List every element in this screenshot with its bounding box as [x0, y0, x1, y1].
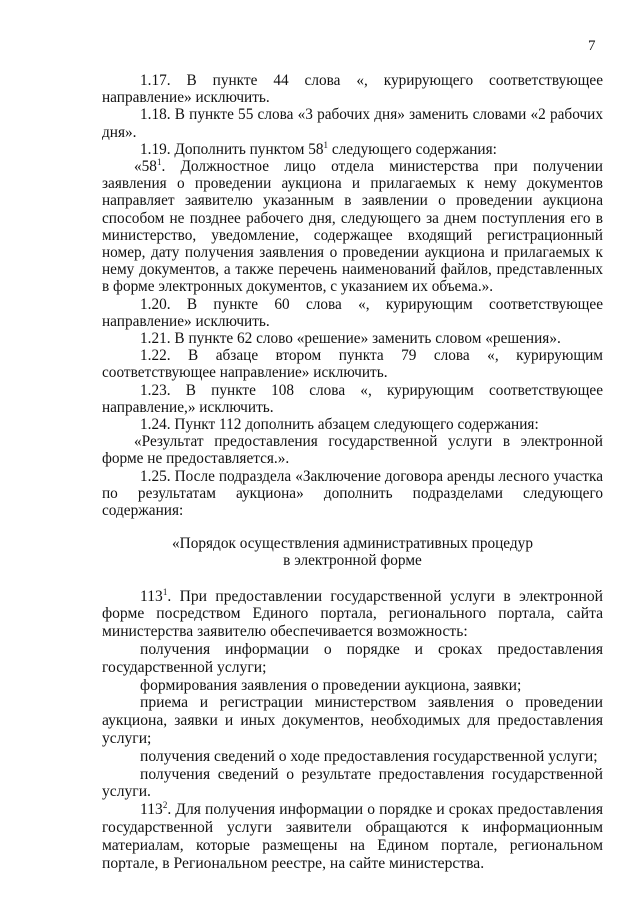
page-number: 7 [588, 38, 596, 54]
section-heading-line-2: в электронной форме [283, 552, 422, 570]
list-item-result: получения сведений о результате предоставления государственной услуги. [102, 765, 603, 801]
paragraph-1-25: 1.25. После подраздела «Заключение договора аренды лесного участка по результатам аукциона» дополнить подразделами следующего содержания: [102, 467, 603, 520]
list-item-form: формирования заявления о проведении аукциона, заявки; [140, 676, 522, 694]
paragraph-1-19: 1.19. Дополнить пунктом $58^1$ следующего содержания: [140, 139, 497, 158]
paragraph-result-quote: «Результат предоставления государственной услуги в электронной форме не предоставляется.». [102, 433, 603, 468]
paragraph-58-1-quote: «$58^1$. Должностное лицо отдела министерства при получении заявления о проведении аукциона и прилагаемых к нему документов направляет заявителю указанным в заявлении о проведении аукциона способом не позднее рабочего дня, следующего за днем поступления его в министерство, уведомление, содержащее входящий регистрационный номер, дату получения заявления о проведении аукциона и прилагаемых к нему документов, а также перечень наименований файлов, представленных в форме электронных документов, с указанием их объема.». [102, 156, 603, 296]
paragraph-1-22: 1.22. В абзаце втором пункта 79 слова «, курирующим соответствующее направление» исключить. [102, 347, 603, 382]
document-body [102, 72, 603, 872]
list-item-registration: приема и регистрации министерством заявления о проведении аукциона, заявки и иных документов, необходимых для предоставления услуги; [102, 694, 603, 748]
paragraph-1-18: 1.18. В пункте 55 слова «3 рабочих дня» заменить словами «2 рабочих дня». [102, 106, 603, 141]
list-item-info: получения информации о порядке и сроках предоставления государственной услуги; [102, 641, 603, 676]
section-body [102, 588, 603, 873]
section-heading-line-1: «Порядок осуществления административных процедур [172, 535, 533, 553]
paragraph-113-1: $113^1$. При предоставлении государственной услуги в электронной форме посредством Единого портала, регионального портала, сайта министерства заявителю обеспечивается возможность: [102, 586, 603, 641]
paragraph-1-21: 1.21. В пункте 62 слово «решение» заменить словом «решения». [140, 330, 561, 348]
list-item-progress: получения сведений о ходе предоставления государственной услуги; [140, 747, 598, 765]
paragraph-1-20: 1.20. В пункте 60 слова «, курирующим соответствующее направление» исключить. [102, 295, 603, 330]
paragraph-1-23: 1.23. В пункте 108 слова «, курирующим соответствующее направление,» исключить. [102, 381, 603, 416]
paragraph-1-24: 1.24. Пункт 112 дополнить абзацем следующего содержания: [140, 416, 539, 434]
paragraph-113-2: $113^2$. Для получения информации о порядке и сроках предоставления государственной услуги заявители обращаются к информационным материалам, которые размещены на Едином портале, региональном портале, в Региональном реестре, на сайте министерства. [102, 800, 603, 872]
paragraph-1-17: 1.17. В пункте 44 слова «, курирующего соответствующее направление» исключить. [102, 72, 603, 107]
section-heading [102, 535, 603, 569]
